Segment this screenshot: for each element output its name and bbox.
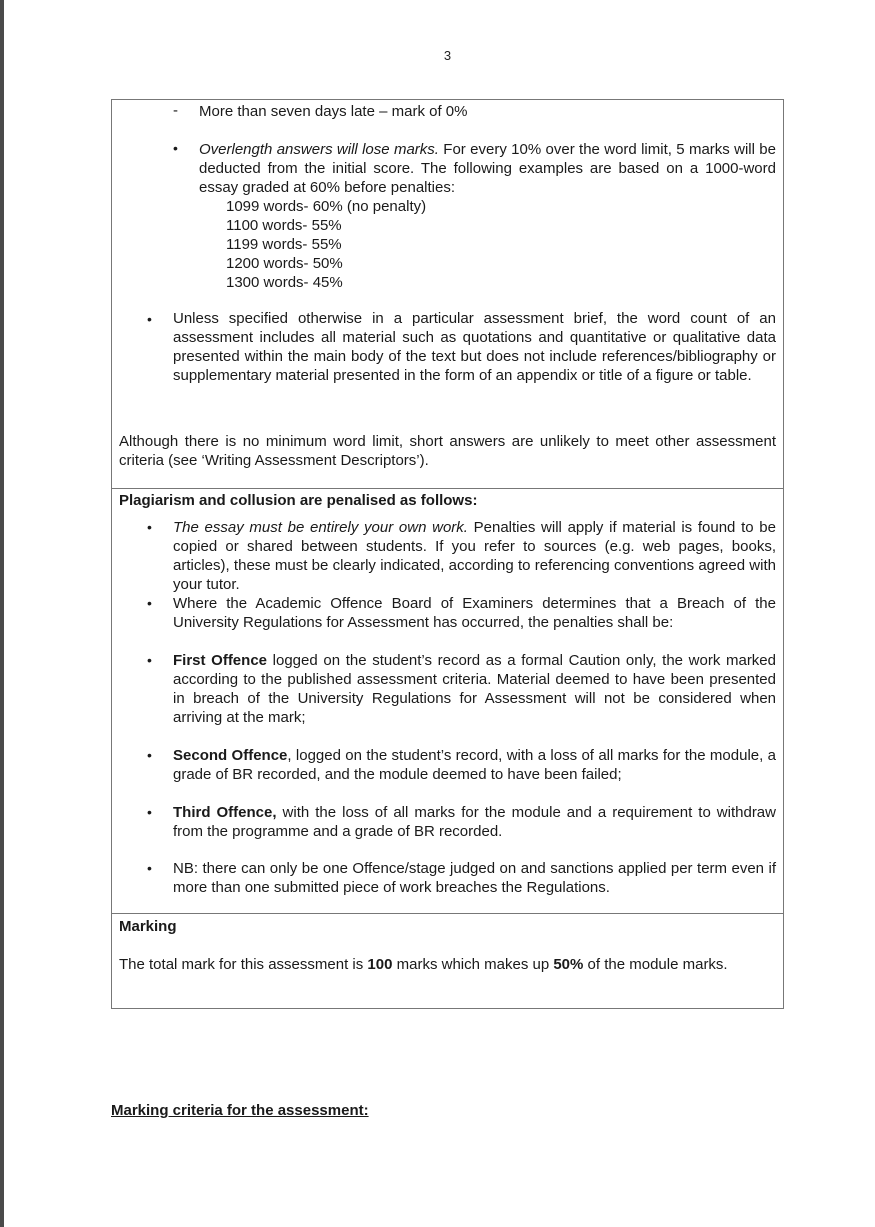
- marking-text-c: of the module marks.: [583, 956, 728, 973]
- second-offence-label: Second Offence: [173, 747, 288, 764]
- plagiarism-heading: Plagiarism and collusion are penalised as follows:: [119, 492, 478, 509]
- dash-marker: -: [173, 102, 178, 119]
- own-work-paragraph: [173, 518, 776, 594]
- module-percent-value: 50%: [553, 956, 584, 973]
- third-offence-text: with the loss of all marks for the module and a requirement to withdraw from the programme and a grade of BR recorded.: [173, 804, 776, 840]
- word-count-rule: Unless specified otherwise in a particular assessment brief, the word count of an assessment includes all material such as quotations and quantitative or qualitative data presented within the main body of the text but does not include references/bibliography or supplementary material presented in the form of an appendix or title of a figure or table.: [173, 310, 776, 384]
- word-penalty-examples: [226, 197, 426, 292]
- example-line: 1100 words- 55%: [226, 217, 342, 234]
- bullet-icon: •: [147, 804, 152, 820]
- word-limit-cell: [112, 100, 783, 489]
- bullet-icon: •: [147, 595, 152, 611]
- viewer-left-edge: [0, 0, 4, 1227]
- own-work-text: Penalties will apply if material is found to be copied or shared between students. If you refer to sources (e.g. web pages, books, articles), these must be clearly indicated, according to referencing conventions agreed with your tutor.: [173, 519, 776, 593]
- marking-heading: Marking: [119, 918, 177, 935]
- first-offence-label: First Offence: [173, 652, 268, 669]
- example-line: 1199 words- 55%: [226, 236, 342, 253]
- plagiarism-cell: [112, 489, 783, 914]
- overlength-text: For every 10% over the word limit, 5 marks will be deducted from the initial score. The following examples are based on a 1000-word essay graded at 60% before penalties:: [199, 141, 776, 196]
- marking-paragraph: [119, 955, 776, 974]
- total-marks-value: 100: [367, 956, 393, 973]
- second-offence-paragraph: [173, 746, 776, 784]
- assessment-rules-table: [111, 99, 784, 1009]
- bullet-icon: •: [147, 519, 152, 535]
- bullet-icon: •: [147, 860, 152, 876]
- late-penalty-text: More than seven days late – mark of 0%: [199, 103, 468, 120]
- example-line: 1300 words- 45%: [226, 274, 343, 291]
- example-line: 1200 words- 50%: [226, 255, 343, 272]
- first-offence-paragraph: [173, 651, 776, 727]
- first-offence-text: logged on the student’s record as a formal Caution only, the work marked according to the published assessment criteria. Material deemed to have been presented in breach of the University Regulations for Assessment will not be considered when arriving at the mark;: [173, 652, 776, 726]
- marking-cell: [112, 914, 783, 1008]
- marking-text-a: The total mark for this assessment is: [119, 956, 368, 973]
- third-offence-paragraph: [173, 803, 776, 841]
- example-line: 1099 words- 60% (no penalty): [226, 198, 427, 215]
- board-paragraph: Where the Academic Offence Board of Examiners determines that a Breach of the University Regulations for Assessment has occurred, the penalties shall be:: [173, 595, 776, 631]
- overlength-paragraph: [199, 140, 776, 197]
- nb-paragraph: NB: there can only be one Offence/stage judged on and sanctions applied per term even if more than one submitted piece of work breaches the Regulations.: [173, 860, 776, 896]
- bullet-icon: •: [173, 140, 178, 156]
- marking-text-b: marks which makes up: [392, 956, 554, 973]
- bullet-icon: •: [147, 747, 152, 763]
- second-offence-text: , logged on the student’s record, with a loss of all marks for the module, a grade of BR recorded, and the module deemed to have been failed;: [173, 747, 776, 783]
- overlength-italic: Overlength answers will lose marks.: [199, 141, 439, 158]
- minimum-word-note: Although there is no minimum word limit, short answers are unlikely to meet other assessment criteria (see ‘Writing Assessment Descriptors’).: [119, 433, 776, 469]
- third-offence-label: Third Offence,: [173, 804, 277, 821]
- page-number: 3: [443, 48, 452, 63]
- bullet-icon: •: [147, 652, 152, 668]
- bullet-icon: •: [147, 311, 152, 327]
- own-work-italic: The essay must be entirely your own work.: [173, 519, 468, 536]
- marking-criteria-heading: Marking criteria for the assessment:: [111, 1102, 369, 1119]
